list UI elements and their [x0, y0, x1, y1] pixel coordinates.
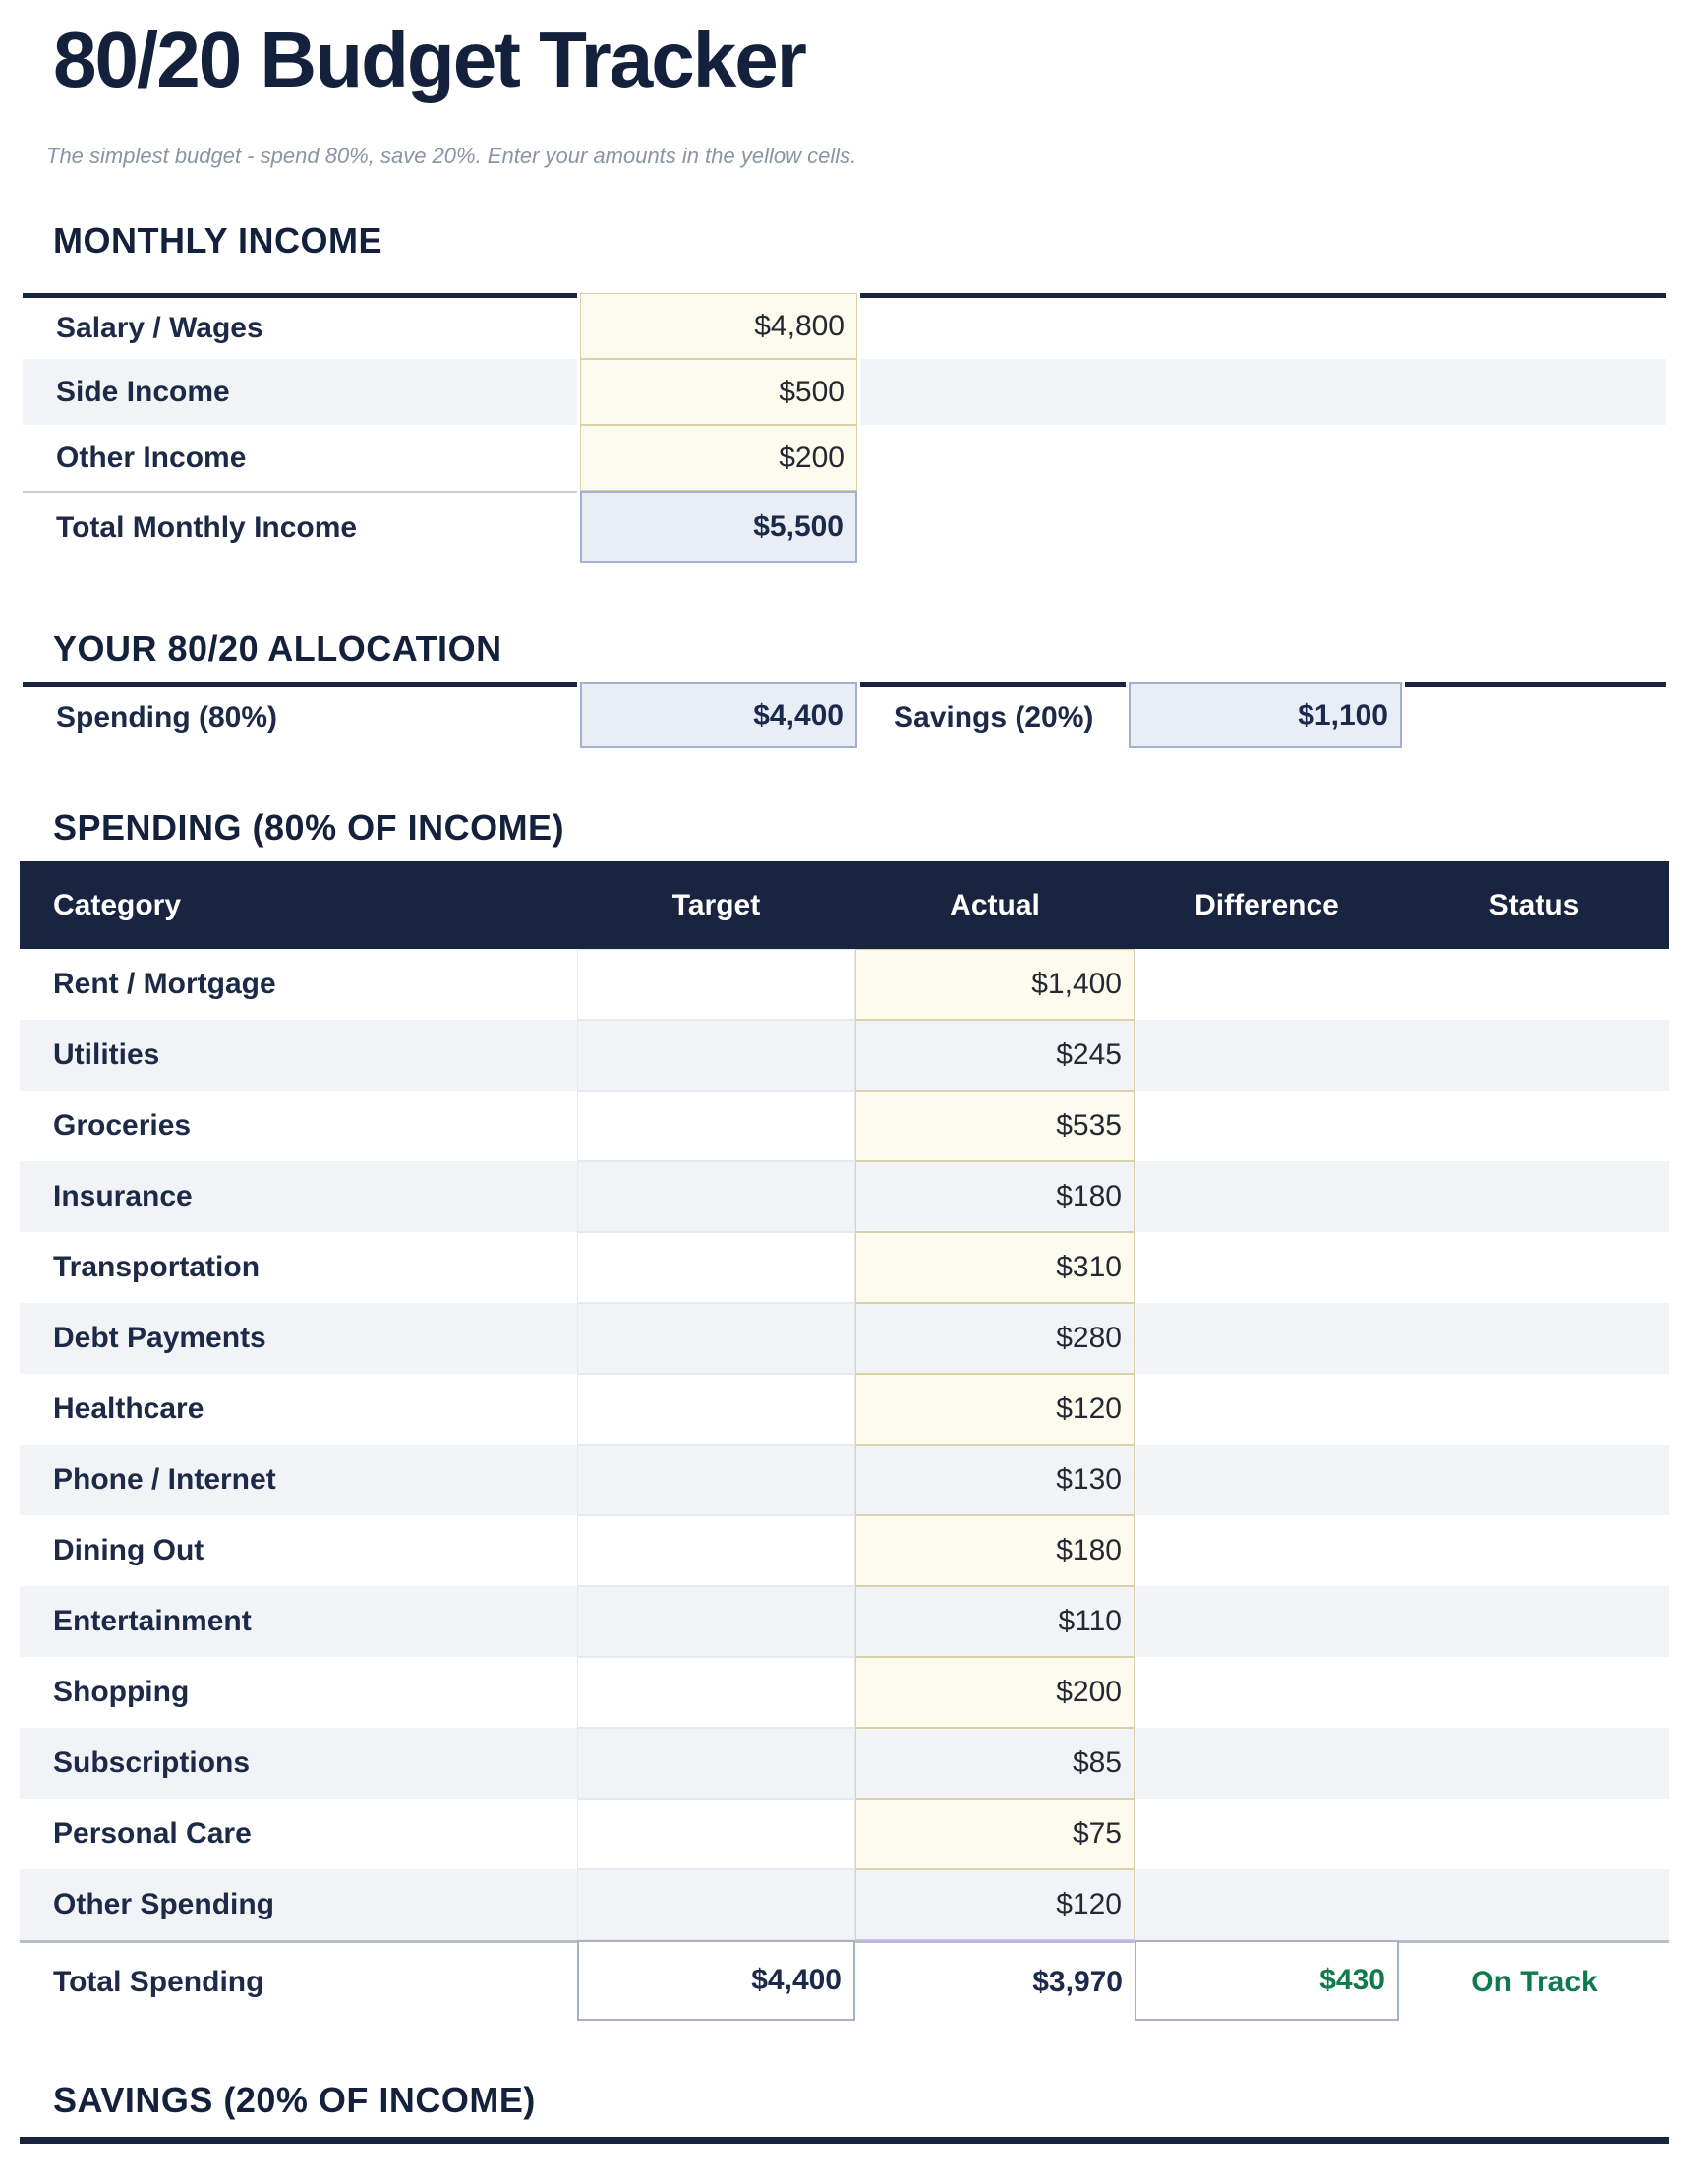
spending-category-label: Debt Payments	[20, 1303, 577, 1374]
spending-actual-input-cell[interactable]: $200	[855, 1657, 1135, 1728]
spending-difference-cell	[1135, 1020, 1399, 1091]
spending-status-cell	[1399, 1445, 1669, 1515]
income-row	[23, 293, 1666, 359]
allocation-savings-label: Savings (20%)	[860, 682, 1126, 748]
spending-status-cell	[1399, 1799, 1669, 1869]
spending-actual-input-cell[interactable]: $110	[855, 1586, 1135, 1657]
spending-target-cell	[577, 1586, 855, 1657]
spending-total-target-cell: $4,400	[577, 1940, 855, 2021]
spending-row	[20, 1161, 1669, 1232]
spending-status-cell	[1399, 1374, 1669, 1445]
income-amount-input-cell[interactable]: $4,800	[580, 293, 857, 359]
spending-difference-cell	[1135, 1445, 1399, 1515]
spending-actual-input-cell[interactable]: $120	[855, 1374, 1135, 1445]
page-title: 80/20 Budget Tracker	[53, 16, 805, 103]
spending-category-label: Subscriptions	[20, 1728, 577, 1799]
spending-row	[20, 1657, 1669, 1728]
spending-actual-input-cell[interactable]: $75	[855, 1799, 1135, 1869]
spending-target-cell	[577, 1020, 855, 1091]
spending-row	[20, 1869, 1669, 1940]
spending-difference-cell	[1135, 949, 1399, 1020]
spending-row	[20, 1515, 1669, 1586]
spending-difference-cell	[1135, 1799, 1399, 1869]
spending-target-cell	[577, 1303, 855, 1374]
spending-row	[20, 1020, 1669, 1091]
spending-status-cell	[1399, 1869, 1669, 1940]
income-amount-input-cell[interactable]: $200	[580, 425, 857, 491]
income-amount-input-cell[interactable]: $500	[580, 359, 857, 425]
spending-total-actual-cell: $3,970	[855, 1940, 1135, 2021]
spending-actual-input-cell[interactable]: $310	[855, 1232, 1135, 1303]
spending-difference-cell	[1135, 1232, 1399, 1303]
income-total-value-cell: $5,500	[580, 491, 857, 563]
allocation-section-heading: YOUR 80/20 ALLOCATION	[53, 628, 502, 670]
income-total-row	[23, 491, 1666, 563]
spending-status-cell	[1399, 1515, 1669, 1586]
spending-row	[20, 1799, 1669, 1869]
spending-target-cell	[577, 1091, 855, 1161]
spending-category-label: Healthcare	[20, 1374, 577, 1445]
column-header-difference: Difference	[1135, 861, 1399, 949]
spending-total-difference-cell: $430	[1135, 1940, 1399, 2021]
allocation-spending-value-cell: $4,400	[580, 682, 857, 748]
spending-difference-cell	[1135, 1869, 1399, 1940]
spending-actual-input-cell[interactable]: $180	[855, 1515, 1135, 1586]
savings-section-heading: SAVINGS (20% OF INCOME)	[53, 2080, 536, 2121]
spending-status-cell	[1399, 1020, 1669, 1091]
spending-target-cell	[577, 1657, 855, 1728]
income-filler-cell	[860, 425, 1666, 491]
column-header-actual: Actual	[855, 861, 1135, 949]
spending-category-label: Entertainment	[20, 1586, 577, 1657]
income-filler-cell	[860, 293, 1666, 359]
spending-target-cell	[577, 1374, 855, 1445]
income-row	[23, 425, 1666, 491]
spending-target-cell	[577, 1869, 855, 1940]
income-total-label: Total Monthly Income	[23, 491, 577, 563]
spending-difference-cell	[1135, 1374, 1399, 1445]
spending-difference-cell	[1135, 1586, 1399, 1657]
spending-row	[20, 949, 1669, 1020]
spending-status-cell	[1399, 1091, 1669, 1161]
spending-category-label: Utilities	[20, 1020, 577, 1091]
spending-target-cell	[577, 1515, 855, 1586]
spending-category-label: Personal Care	[20, 1799, 577, 1869]
column-header-category: Category	[20, 861, 577, 949]
spending-category-label: Other Spending	[20, 1869, 577, 1940]
savings-table-top-border	[20, 2137, 1669, 2144]
allocation-savings-value-cell: $1,100	[1129, 682, 1402, 748]
spending-difference-cell	[1135, 1515, 1399, 1586]
spending-difference-cell	[1135, 1091, 1399, 1161]
spending-target-cell	[577, 1232, 855, 1303]
spending-actual-input-cell[interactable]: $130	[855, 1445, 1135, 1515]
spending-total-label: Total Spending	[20, 1940, 577, 2021]
spending-actual-input-cell[interactable]: $1,400	[855, 949, 1135, 1020]
page-subtitle: The simplest budget - spend 80%, save 20%. Enter your amounts in the yellow cells.	[46, 144, 857, 169]
spending-target-cell	[577, 1799, 855, 1869]
spending-status-cell	[1399, 949, 1669, 1020]
spending-total-status: On Track	[1399, 1940, 1669, 2021]
spending-row	[20, 1728, 1669, 1799]
spending-actual-input-cell[interactable]: $85	[855, 1728, 1135, 1799]
spending-section-heading: SPENDING (80% OF INCOME)	[53, 807, 565, 849]
spending-category-label: Groceries	[20, 1091, 577, 1161]
spending-status-cell	[1399, 1303, 1669, 1374]
spending-target-cell	[577, 1445, 855, 1515]
spending-actual-input-cell[interactable]: $245	[855, 1020, 1135, 1091]
spending-row	[20, 1374, 1669, 1445]
spending-target-cell	[577, 949, 855, 1020]
spending-row	[20, 1303, 1669, 1374]
income-table	[20, 293, 1669, 563]
spending-row	[20, 1586, 1669, 1657]
income-row-label: Side Income	[23, 359, 577, 425]
income-row-label: Salary / Wages	[23, 293, 577, 359]
allocation-spending-label: Spending (80%)	[23, 682, 577, 748]
spending-actual-input-cell[interactable]: $280	[855, 1303, 1135, 1374]
spending-status-cell	[1399, 1232, 1669, 1303]
spending-total-row	[20, 1940, 1669, 2021]
spending-header-row	[20, 861, 1669, 949]
spending-status-cell	[1399, 1728, 1669, 1799]
spending-category-label: Insurance	[20, 1161, 577, 1232]
spending-table	[20, 861, 1669, 2021]
spending-actual-input-cell[interactable]: $120	[855, 1869, 1135, 1940]
spending-actual-input-cell[interactable]: $180	[855, 1161, 1135, 1232]
income-filler-cell	[860, 491, 1666, 563]
income-row	[23, 359, 1666, 425]
column-header-target: Target	[577, 861, 855, 949]
spending-difference-cell	[1135, 1728, 1399, 1799]
income-filler-cell	[860, 359, 1666, 425]
income-row-label: Other Income	[56, 441, 247, 474]
spending-category-label: Dining Out	[20, 1515, 577, 1586]
spending-target-cell	[577, 1161, 855, 1232]
spending-actual-input-cell[interactable]: $535	[855, 1091, 1135, 1161]
spending-row	[20, 1445, 1669, 1515]
spending-status-cell	[1399, 1657, 1669, 1728]
income-section-heading: MONTHLY INCOME	[53, 220, 383, 262]
allocation-filler-cell	[1405, 682, 1666, 748]
column-header-status: Status	[1399, 861, 1669, 949]
spending-category-label: Rent / Mortgage	[20, 949, 577, 1020]
spending-target-cell	[577, 1728, 855, 1799]
spending-difference-cell	[1135, 1161, 1399, 1232]
spending-status-cell	[1399, 1161, 1669, 1232]
spending-difference-cell	[1135, 1303, 1399, 1374]
spending-category-label: Shopping	[20, 1657, 577, 1728]
spending-row	[20, 1091, 1669, 1161]
spending-category-label: Transportation	[20, 1232, 577, 1303]
spending-difference-cell	[1135, 1657, 1399, 1728]
spending-status-cell	[1399, 1586, 1669, 1657]
allocation-table	[20, 682, 1669, 748]
spending-row	[20, 1232, 1669, 1303]
spending-category-label: Phone / Internet	[20, 1445, 577, 1515]
